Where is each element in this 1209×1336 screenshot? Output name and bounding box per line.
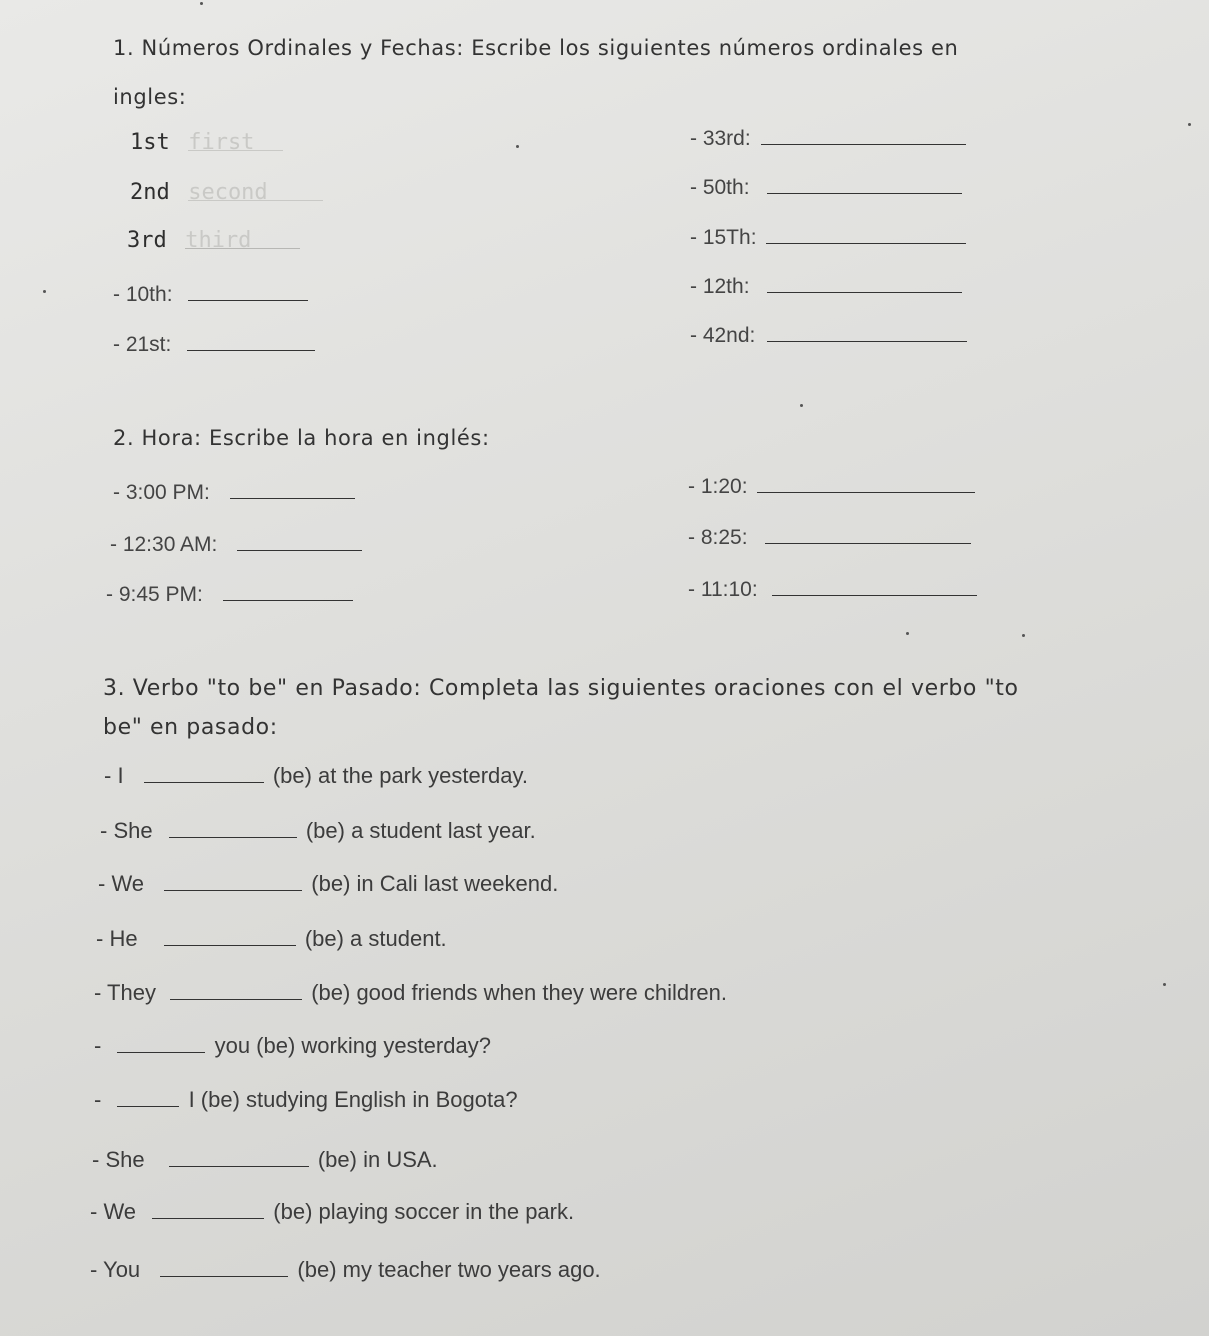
sentence-rest: you (be) working yesterday? [214, 1033, 491, 1058]
sentence-rest: (be) good friends when they were children. [311, 980, 727, 1005]
time-label: - 8:25: [688, 526, 748, 549]
sentence-rest: (be) playing soccer in the park. [273, 1199, 575, 1224]
answer-blank[interactable] [188, 280, 308, 301]
ordinal-label: - 50th: [690, 176, 750, 199]
sentence-7 [94, 1086, 518, 1113]
sentence-2 [100, 817, 536, 844]
sentence-subject: - [94, 1033, 102, 1058]
ordinal-row-10th [113, 280, 308, 307]
answer-blank[interactable] [170, 979, 302, 1000]
sentence-subject: - They [94, 980, 156, 1005]
sentence-subject: - We [98, 871, 145, 896]
answer-blank[interactable] [144, 762, 264, 783]
time-row-left-2 [110, 530, 362, 557]
ordinal-row-1st [130, 130, 283, 155]
time-row-right-2 [688, 523, 971, 550]
time-label: - 9:45 PM: [106, 583, 203, 606]
sentence-4 [96, 925, 447, 952]
sentence-rest: (be) a student. [304, 926, 447, 951]
time-row-left-3 [106, 580, 353, 607]
answer-blank[interactable] [164, 925, 296, 946]
faded-answer: third [185, 228, 252, 253]
sentence-8 [92, 1146, 438, 1173]
ordinal-label: 1st [130, 130, 170, 155]
ordinal-label: - 21st: [113, 333, 172, 356]
ordinal-row-50th [690, 173, 962, 200]
ordinal-label: 3rd [127, 228, 167, 253]
time-row-right-1 [688, 472, 975, 499]
section3-title: 3. Verbo "to be" en Pasado: Completa las siguientes oraciones con el verbo "to [103, 676, 1019, 701]
ordinal-row-3rd [127, 228, 300, 253]
answer-blank[interactable] [188, 130, 283, 155]
answer-blank[interactable] [757, 472, 975, 493]
speck [800, 404, 803, 407]
ordinal-row-12th [690, 272, 962, 299]
sentence-subject: - We [90, 1199, 137, 1224]
sentence-1 [104, 762, 528, 789]
speck [1163, 983, 1166, 986]
speck [516, 145, 519, 148]
speck [43, 290, 46, 293]
ordinal-label: - 42nd: [690, 324, 756, 347]
sentence-rest: (be) in USA. [317, 1147, 438, 1172]
answer-blank[interactable] [772, 575, 977, 596]
answer-blank[interactable] [761, 124, 966, 145]
sentence-rest: (be) a student last year. [305, 818, 536, 843]
ordinal-row-2nd [130, 180, 323, 205]
time-label: - 1:20: [688, 475, 748, 498]
faded-answer: first [188, 130, 255, 155]
time-label: - 3:00 PM: [113, 481, 210, 504]
time-label: - 12:30 AM: [110, 533, 218, 556]
answer-blank[interactable] [187, 330, 315, 351]
ordinal-label: - 10th: [113, 283, 173, 306]
answer-blank[interactable] [169, 817, 297, 838]
sentence-5 [94, 979, 727, 1006]
sentence-6 [94, 1032, 491, 1059]
time-label: - 11:10: [688, 578, 758, 601]
sentence-subject: - He [96, 926, 138, 951]
sentence-subject: - She [100, 818, 153, 843]
ordinal-label: - 15Th: [690, 226, 757, 249]
answer-blank[interactable] [188, 180, 323, 205]
sentence-rest: I (be) studying English in Bogota? [188, 1087, 518, 1112]
speck [1022, 634, 1025, 637]
speck [1188, 123, 1191, 126]
section2-title: 2. Hora: Escribe la hora en inglés: [113, 426, 490, 450]
sentence-3 [98, 870, 558, 897]
answer-blank[interactable] [117, 1086, 179, 1107]
sentence-subject: - [94, 1087, 102, 1112]
answer-blank[interactable] [765, 523, 971, 544]
ordinal-label: - 12th: [690, 275, 750, 298]
answer-blank[interactable] [767, 272, 962, 293]
answer-blank[interactable] [169, 1146, 309, 1167]
time-row-left-1 [113, 478, 355, 505]
ordinal-label: 2nd [130, 180, 170, 205]
answer-blank[interactable] [237, 530, 362, 551]
sentence-rest: (be) my teacher two years ago. [297, 1257, 601, 1282]
sentence-rest: (be) at the park yesterday. [272, 763, 528, 788]
answer-blank[interactable] [117, 1032, 205, 1053]
sentence-rest: (be) in Cali last weekend. [311, 871, 559, 896]
sentence-subject: - I [104, 763, 124, 788]
time-row-right-3 [688, 575, 977, 602]
speck [906, 632, 909, 635]
sentence-10 [90, 1256, 601, 1283]
sentence-subject: - She [92, 1147, 145, 1172]
ordinal-label: - 33rd: [690, 127, 751, 150]
ordinal-row-21st [113, 330, 315, 357]
section1-title: 1. Números Ordinales y Fechas: Escribe los siguientes números ordinales en [113, 36, 959, 60]
speck [200, 2, 203, 5]
answer-blank[interactable] [160, 1256, 288, 1277]
answer-blank[interactable] [185, 228, 300, 253]
answer-blank[interactable] [223, 580, 353, 601]
answer-blank[interactable] [767, 321, 967, 342]
answer-blank[interactable] [152, 1198, 264, 1219]
faded-answer: second [188, 180, 268, 205]
answer-blank[interactable] [230, 478, 355, 499]
section3-title-cont: be" en pasado: [103, 715, 278, 740]
ordinal-row-15th [690, 223, 966, 250]
answer-blank[interactable] [767, 173, 962, 194]
section1-title-cont: ingles: [113, 85, 187, 109]
ordinal-row-33rd [690, 124, 966, 151]
sentence-subject: - You [90, 1257, 141, 1282]
ordinal-row-42nd [690, 321, 967, 348]
answer-blank[interactable] [766, 223, 966, 244]
sentence-9 [90, 1198, 574, 1225]
answer-blank[interactable] [164, 870, 302, 891]
